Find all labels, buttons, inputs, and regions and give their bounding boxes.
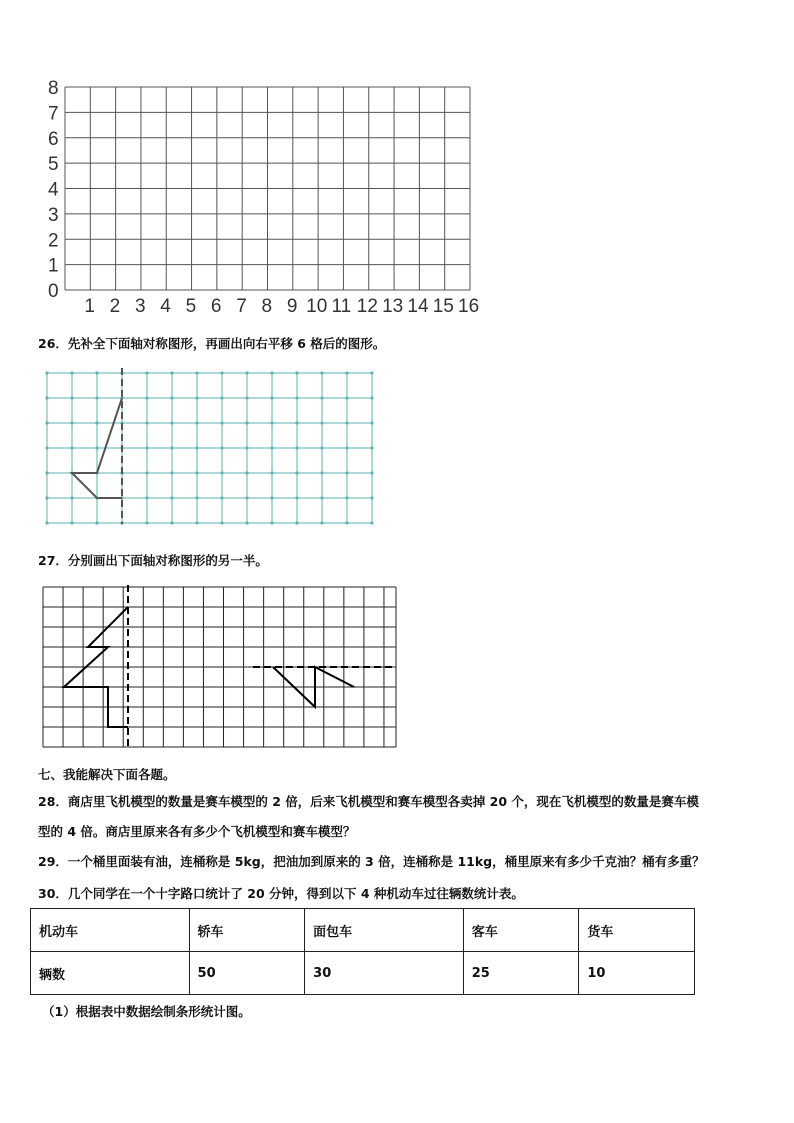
grid-dot xyxy=(370,396,373,399)
grid-dot xyxy=(70,521,73,524)
symmetry-grid-27 xyxy=(38,585,400,753)
grid-dot xyxy=(220,421,223,424)
table-cell: 面包车 xyxy=(305,909,464,952)
grid-dot xyxy=(370,496,373,499)
grid-dot xyxy=(345,496,348,499)
grid-dot xyxy=(245,521,248,524)
grid-dot xyxy=(345,446,348,449)
table-cell: 25 xyxy=(463,952,579,995)
grid-dot xyxy=(95,371,98,374)
table-cell: 货车 xyxy=(579,909,695,952)
x-tick-label: 14 xyxy=(407,296,429,317)
grid-dot xyxy=(170,371,173,374)
table-cell: 辆数 xyxy=(31,952,190,995)
grid-dot xyxy=(195,446,198,449)
grid-dot xyxy=(220,446,223,449)
grid-dot xyxy=(170,396,173,399)
question-26: 26．先补全下面轴对称图形，再画出向右平移 6 格后的图形。 xyxy=(38,336,386,351)
x-tick-label: 11 xyxy=(331,296,352,317)
table-cell: 轿车 xyxy=(189,909,305,952)
grid-dot xyxy=(245,371,248,374)
table-cell: 机动车 xyxy=(31,909,190,952)
grid-dot xyxy=(95,521,98,524)
grid-dot xyxy=(295,521,298,524)
y-tick-label: 0 xyxy=(48,281,59,302)
grid-dot xyxy=(220,371,223,374)
grid-dot xyxy=(370,521,373,524)
grid-dot xyxy=(45,496,48,499)
grid-dot xyxy=(370,471,373,474)
grid-dot xyxy=(195,471,198,474)
x-tick-label: 16 xyxy=(458,296,480,317)
grid-dot xyxy=(320,471,323,474)
grid-dot xyxy=(70,421,73,424)
grid-dot xyxy=(270,371,273,374)
grid-dot xyxy=(270,496,273,499)
grid-dot xyxy=(295,471,298,474)
grid-dot xyxy=(295,396,298,399)
grid-dot xyxy=(220,471,223,474)
grid-dot xyxy=(245,396,248,399)
grid-dot xyxy=(45,471,48,474)
grid-dot xyxy=(195,521,198,524)
grid-dot xyxy=(320,496,323,499)
x-tick-label: 7 xyxy=(236,296,247,317)
grid-dot xyxy=(345,421,348,424)
table-row xyxy=(31,909,695,952)
grid-dot xyxy=(145,496,148,499)
grid-dot xyxy=(95,421,98,424)
grid-dot xyxy=(70,371,73,374)
grid-dot xyxy=(345,471,348,474)
x-tick-label: 3 xyxy=(134,296,146,317)
table-row xyxy=(31,952,695,995)
x-tick-label: 9 xyxy=(286,296,298,317)
x-tick-label: 4 xyxy=(160,296,171,317)
question-27: 27．分别画出下面轴对称图形的另一半。 xyxy=(38,553,268,568)
grid-dot xyxy=(295,446,298,449)
grid-dot xyxy=(195,396,198,399)
grid-dot xyxy=(70,496,73,499)
grid-dot xyxy=(345,396,348,399)
grid-dot xyxy=(270,471,273,474)
grid-dot xyxy=(195,371,198,374)
grid-dot xyxy=(170,446,173,449)
y-tick-label: 3 xyxy=(48,204,59,226)
grid-dot xyxy=(70,396,73,399)
grid-dot xyxy=(220,521,223,524)
x-tick-label: 2 xyxy=(109,296,121,317)
grid-dot xyxy=(270,446,273,449)
grid-dot xyxy=(95,446,98,449)
grid-dot xyxy=(320,371,323,374)
table-cell: 客车 xyxy=(463,909,579,952)
x-tick-label: 6 xyxy=(210,296,222,317)
grid-dot xyxy=(145,371,148,374)
grid-dot xyxy=(245,421,248,424)
x-tick-label: 15 xyxy=(432,296,454,317)
table-cell: 50 xyxy=(189,952,305,995)
y-tick-label: 4 xyxy=(48,179,59,201)
grid-dot xyxy=(370,371,373,374)
x-tick-label: 5 xyxy=(185,296,197,317)
grid-dot xyxy=(320,396,323,399)
table-cell: 10 xyxy=(579,952,695,995)
grid-dot xyxy=(245,471,248,474)
grid-dot xyxy=(295,421,298,424)
grid-dot xyxy=(70,446,73,449)
grid-dot xyxy=(320,521,323,524)
grid-dot xyxy=(320,446,323,449)
question-30-sub1: （1）根据表中数据绘制条形统计图。 xyxy=(42,1004,251,1019)
grid-dot xyxy=(295,496,298,499)
grid-dot xyxy=(45,371,48,374)
x-tick-label: 13 xyxy=(382,296,404,317)
grid-dot xyxy=(345,371,348,374)
y-tick-label: 1 xyxy=(48,255,59,277)
grid-dot xyxy=(145,521,148,524)
question-30: 30．几个同学在一个十字路口统计了 20 分钟，得到以下 4 种机动车过往辆数统计表。 xyxy=(38,886,524,901)
grid-dot xyxy=(145,396,148,399)
grid-dot xyxy=(220,496,223,499)
grid-dot xyxy=(195,496,198,499)
grid-dot xyxy=(45,446,48,449)
grid-dot xyxy=(195,421,198,424)
grid-dot xyxy=(45,421,48,424)
coordinate-grid xyxy=(40,75,490,320)
y-tick-label: 8 xyxy=(48,78,59,99)
grid-dot xyxy=(145,446,148,449)
grid-dot xyxy=(320,421,323,424)
grid-dot xyxy=(170,496,173,499)
grid-dot xyxy=(95,396,98,399)
grid-dot xyxy=(270,396,273,399)
vehicle-count-table xyxy=(30,908,695,995)
y-tick-label: 6 xyxy=(48,128,59,150)
symmetry-grid-26 xyxy=(40,366,380,528)
y-tick-label: 7 xyxy=(48,103,59,125)
grid-dot xyxy=(245,446,248,449)
x-tick-label: 12 xyxy=(356,296,378,317)
question-28-line2: 型的 4 倍。商店里原来各有多少个飞机模型和赛车模型？ xyxy=(38,824,356,839)
y-tick-label: 5 xyxy=(48,154,59,176)
section-7-title: 七、我能解决下面各题。 xyxy=(38,767,176,782)
grid-dot xyxy=(270,421,273,424)
grid-dot xyxy=(370,421,373,424)
grid-dot xyxy=(345,521,348,524)
grid-dot xyxy=(270,521,273,524)
grid-dot xyxy=(220,396,223,399)
x-tick-label: 1 xyxy=(84,296,95,317)
grid-dot xyxy=(370,446,373,449)
grid-dot xyxy=(245,496,248,499)
grid-dot xyxy=(145,471,148,474)
grid-dot xyxy=(145,421,148,424)
grid-dot xyxy=(45,396,48,399)
grid-dot xyxy=(170,471,173,474)
grid-dot xyxy=(295,371,298,374)
x-tick-label: 10 xyxy=(306,296,328,317)
grid-dot xyxy=(170,421,173,424)
question-29: 29．一个桶里面装有油，连桶称是 5kg，把油加到原来的 3 倍，连桶称是 11kg，桶里原来有多少千克油？桶有多重？ xyxy=(38,854,705,869)
question-28-line1: 28．商店里飞机模型的数量是赛车模型的 2 倍，后来飞机模型和赛车模型各卖掉 20 个，现在飞机模型的数量是赛车模 xyxy=(38,794,699,809)
grid-dot xyxy=(45,521,48,524)
y-tick-label: 2 xyxy=(48,230,59,252)
table-cell: 30 xyxy=(305,952,464,995)
grid-dot xyxy=(170,521,173,524)
x-tick-label: 8 xyxy=(261,296,273,317)
